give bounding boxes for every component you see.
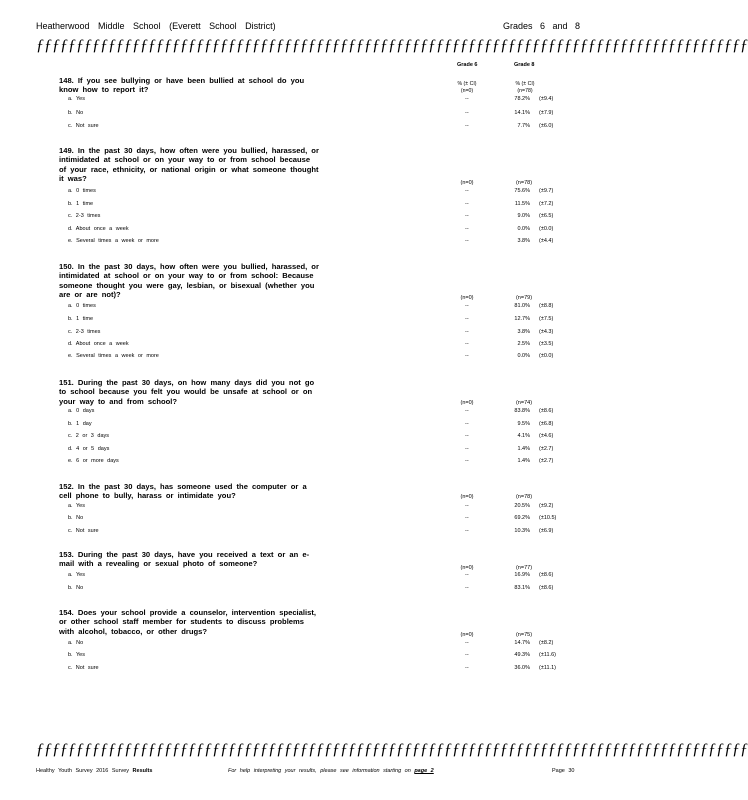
grade8-ci: (±7.2) xyxy=(539,201,554,207)
answer-row xyxy=(0,433,618,443)
grade6-value: -- xyxy=(465,572,469,578)
grade6-value: -- xyxy=(465,303,469,309)
grade6-n-count: (n=0) xyxy=(460,400,474,406)
grade8-percent: 3.8% xyxy=(517,238,530,244)
answer-row xyxy=(0,96,618,106)
grade8-n-count: (n=79) xyxy=(515,295,533,301)
grade8-percent: 2.5% xyxy=(517,341,530,347)
grade8-ci: (±2.7) xyxy=(539,446,554,452)
answer-label: c. 2 or 3 days xyxy=(68,433,110,439)
grade8-percent: 0.0% xyxy=(517,226,530,232)
grade8-ci: (±8.6) xyxy=(539,585,554,591)
grade6-value: -- xyxy=(465,585,469,591)
grade6-value: -- xyxy=(465,110,469,116)
grade8-ci: (±8.8) xyxy=(539,303,554,309)
question-text: 153. During the past 30 days, have you received a text or an e-mail with a revealing or sexual photo of someone? xyxy=(59,550,310,569)
answer-label: b. No xyxy=(68,585,84,591)
grade6-value: -- xyxy=(465,316,469,322)
answer-row xyxy=(0,226,618,236)
bottom-rule: ƒƒƒƒƒƒƒƒƒƒƒƒƒƒƒƒƒƒƒƒƒƒƒƒƒƒƒƒƒƒƒƒƒƒƒƒƒƒƒƒƒƒƒƒƒƒƒƒƒƒƒƒƒƒƒƒƒƒƒƒƒƒƒƒƒƒƒƒƒƒƒƒƒƒƒƒƒƒƒƒƒƒƒƒƒƒƒƒƒ xyxy=(36,741,748,758)
answer-label: b. Yes xyxy=(68,652,85,658)
question-text: 152. In the past 30 days, has someone used the computer or a cell phone to bully, harass or intimidate you? xyxy=(59,482,307,501)
top-rule: ƒƒƒƒƒƒƒƒƒƒƒƒƒƒƒƒƒƒƒƒƒƒƒƒƒƒƒƒƒƒƒƒƒƒƒƒƒƒƒƒƒƒƒƒƒƒƒƒƒƒƒƒƒƒƒƒƒƒƒƒƒƒƒƒƒƒƒƒƒƒƒƒƒƒƒƒƒƒƒƒƒƒƒƒƒƒƒƒƒ xyxy=(36,37,748,54)
answer-row xyxy=(0,528,618,538)
grade8-percent: 83.1% xyxy=(514,585,530,591)
answer-label: a. Yes xyxy=(68,572,85,578)
footer-survey xyxy=(36,768,152,774)
question-text: 148. If you see bullying or have been bullied at school do you know how to report it? xyxy=(59,76,305,95)
grade8-ci: (±0.0) xyxy=(539,226,554,232)
grade8-percent: 20.5% xyxy=(514,503,530,509)
grade8-ci: (±11.6) xyxy=(539,652,556,658)
question-text: 150. In the past 30 days, how often were you bullied, harassed, or intimidated at school or on your way to or from school: Because someone thought you were gay, lesbian, or bisexual (whether you are or are not)? xyxy=(59,262,319,300)
answer-row xyxy=(0,341,618,351)
grade8-ci: (±4.4) xyxy=(539,238,554,244)
grade6-value: -- xyxy=(465,458,469,464)
answer-row xyxy=(0,665,618,675)
grade8-percent: 14.1% xyxy=(514,110,530,116)
school-name: Heatherwood Middle School (Everett School District) xyxy=(36,21,276,31)
answer-row xyxy=(0,188,618,198)
grade8-ci: (±6.0) xyxy=(539,123,554,129)
footer-help-text: For help interpreting your results, please see information starting on xyxy=(228,768,411,774)
answer-label: b. 1 time xyxy=(68,316,94,322)
grade8-ci: (±10.5) xyxy=(539,515,557,521)
grade6-value: -- xyxy=(465,341,469,347)
answer-row xyxy=(0,652,618,662)
grade8-percent: 7.7% xyxy=(517,123,530,129)
answer-label: a. 0 days xyxy=(68,408,95,414)
answer-row xyxy=(0,515,618,525)
grade6-n-count: (n=0) xyxy=(460,565,474,571)
answer-label: c. 2-3 times xyxy=(68,329,101,335)
footer-results: Results xyxy=(132,768,153,774)
grades-label: Grades 6 and 8 xyxy=(502,21,580,31)
answer-label: a. Yes xyxy=(68,96,85,102)
grade6-value: -- xyxy=(465,515,469,521)
answer-label: a. 0 times xyxy=(68,303,96,309)
grade8-n-count: (n=77) xyxy=(515,565,533,571)
question-text: 149. In the past 30 days, how often were you bullied, harassed, or intimidated at school or on your way to or from school because of your race, ethnicity, or national origin or what someone thought it was? xyxy=(59,146,319,184)
grade8-percent: 36.0% xyxy=(514,665,530,671)
grade8-percent: 11.5% xyxy=(514,201,530,207)
grade6-heading: Grade 6 xyxy=(457,62,478,68)
grade8-ci: (±6.5) xyxy=(539,213,554,219)
grade6-value: -- xyxy=(465,640,469,646)
grade6-value: -- xyxy=(465,433,469,439)
answer-row xyxy=(0,303,618,313)
answer-row xyxy=(0,421,618,431)
grade8-ci: (±7.5) xyxy=(539,316,554,322)
grade8-percent: 12.7% xyxy=(514,316,530,322)
grade8-percent: 49.3% xyxy=(514,652,530,658)
grade8-ci: (±4.6) xyxy=(539,433,554,439)
answer-label: a. Yes xyxy=(68,503,85,509)
answer-label: d. 4 or 5 days xyxy=(68,446,110,452)
page-number: Page 30 xyxy=(552,768,575,774)
grade8-pct-ci: % (± CI) xyxy=(515,81,535,87)
answer-label: a. 0 times xyxy=(68,188,96,194)
grade8-n-count: (n=78) xyxy=(515,180,533,186)
grade6-value: -- xyxy=(465,652,469,658)
answer-row xyxy=(0,503,618,513)
grade6-value: -- xyxy=(465,408,469,414)
grade6-value: -- xyxy=(465,213,469,219)
grade8-percent: 83.8% xyxy=(514,408,530,414)
answer-label: b. 1 time xyxy=(68,201,94,207)
grade8-ci: (±3.5) xyxy=(539,341,554,347)
grade8-percent: 75.6% xyxy=(514,188,530,194)
answer-label: d. About once a week xyxy=(68,226,129,232)
grade8-percent: 9.0% xyxy=(517,213,530,219)
grade6-value: -- xyxy=(465,201,469,207)
answer-label: c. Not sure xyxy=(68,528,99,534)
grade8-percent: 0.0% xyxy=(517,353,530,359)
grade8-ci: (±9.2) xyxy=(539,503,554,509)
grade6-value: -- xyxy=(465,238,469,244)
grade8-percent: 78.2% xyxy=(514,96,530,102)
grade8-percent: 3.8% xyxy=(517,329,530,335)
grade8-percent: 1.4% xyxy=(517,458,530,464)
answer-row xyxy=(0,572,618,582)
grade8-ci: (±7.9) xyxy=(539,110,554,116)
grade6-value: -- xyxy=(465,226,469,232)
answer-row xyxy=(0,458,618,468)
grade8-n-count: (n=75) xyxy=(515,632,533,638)
grade8-percent: 81.0% xyxy=(514,303,530,309)
grade8-percent: 9.5% xyxy=(517,421,530,427)
grade6-value: -- xyxy=(465,421,469,427)
grade8-n: (n=78) xyxy=(517,88,533,94)
grade8-percent: 4.1% xyxy=(517,433,530,439)
grade8-ci: (±4.3) xyxy=(539,329,554,335)
answer-label: b. No xyxy=(68,110,84,116)
answer-label: c. Not sure xyxy=(68,665,99,671)
grade6-n: (n=0) xyxy=(460,88,474,94)
question-text: 151. During the past 30 days, on how many days did you not go to school because you felt you would be unsafe at school or on your way to and from school? xyxy=(59,378,315,406)
grade6-n-count: (n=0) xyxy=(460,632,474,638)
answer-row xyxy=(0,123,618,133)
grade6-n-count: (n=0) xyxy=(460,295,474,301)
answer-label: c. 2-3 times xyxy=(68,213,101,219)
grade8-ci: (±8.6) xyxy=(539,408,554,414)
answer-row xyxy=(0,408,618,418)
grade6-value: -- xyxy=(465,188,469,194)
grade6-value: -- xyxy=(465,353,469,359)
grade6-n-count: (n=0) xyxy=(460,180,474,186)
answer-row xyxy=(0,329,618,339)
answer-label: d. About once a week xyxy=(68,341,129,347)
grade8-n-count: (n=74) xyxy=(515,400,533,406)
grade6-pct-ci: % (± CI) xyxy=(457,81,477,87)
answer-row xyxy=(0,640,618,650)
grade6-value: -- xyxy=(465,503,469,509)
answer-label: a. No xyxy=(68,640,84,646)
grade8-ci: (±11.1) xyxy=(539,665,556,671)
grade8-heading: Grade 8 xyxy=(514,62,535,68)
answer-row xyxy=(0,110,618,120)
grade8-percent: 16.9% xyxy=(514,572,530,578)
grade8-ci: (±6.8) xyxy=(539,421,554,427)
grade8-ci: (±8.6) xyxy=(539,572,554,578)
grade8-percent: 69.2% xyxy=(514,515,530,521)
grade8-ci: (±9.4) xyxy=(539,96,554,102)
grade6-value: -- xyxy=(465,96,469,102)
answer-label: b. No xyxy=(68,515,84,521)
answer-label: e. Several times a week or more xyxy=(68,353,159,359)
answer-label: e. Several times a week or more xyxy=(68,238,159,244)
answer-row xyxy=(0,316,618,326)
answer-label: c. Not sure xyxy=(68,123,99,129)
grade8-ci: (±0.0) xyxy=(539,353,554,359)
answer-label: b. 1 day xyxy=(68,421,92,427)
grade6-value: -- xyxy=(465,528,469,534)
grade6-value: -- xyxy=(465,665,469,671)
answer-row xyxy=(0,201,618,211)
answer-row xyxy=(0,446,618,456)
question-text: 154. Does your school provide a counselor, intervention specialist, or other school staff member for students to discuss problems with alcohol, tobacco, or other drugs? xyxy=(59,608,316,636)
grade8-ci: (±8.2) xyxy=(539,640,554,646)
grade6-value: -- xyxy=(465,123,469,129)
footer-survey-name: Healthy Youth Survey 2016 Survey xyxy=(36,768,130,774)
grade6-n-count: (n=0) xyxy=(460,494,474,500)
grade8-percent: 10.3% xyxy=(514,528,530,534)
grade8-n-count: (n=78) xyxy=(515,494,533,500)
grade8-ci: (±9.7) xyxy=(539,188,554,194)
grade8-ci: (±6.9) xyxy=(539,528,554,534)
answer-row xyxy=(0,353,618,363)
footer-help xyxy=(228,768,434,774)
help-page-link[interactable]: page 2 xyxy=(414,768,434,774)
answer-row xyxy=(0,585,618,595)
grade8-percent: 1.4% xyxy=(517,446,530,452)
answer-row xyxy=(0,213,618,223)
answer-row xyxy=(0,238,618,248)
grade8-percent: 14.7% xyxy=(514,640,530,646)
answer-label: e. 6 or more days xyxy=(68,458,119,464)
grade8-ci: (±2.7) xyxy=(539,458,554,464)
grade6-value: -- xyxy=(465,329,469,335)
grade6-value: -- xyxy=(465,446,469,452)
